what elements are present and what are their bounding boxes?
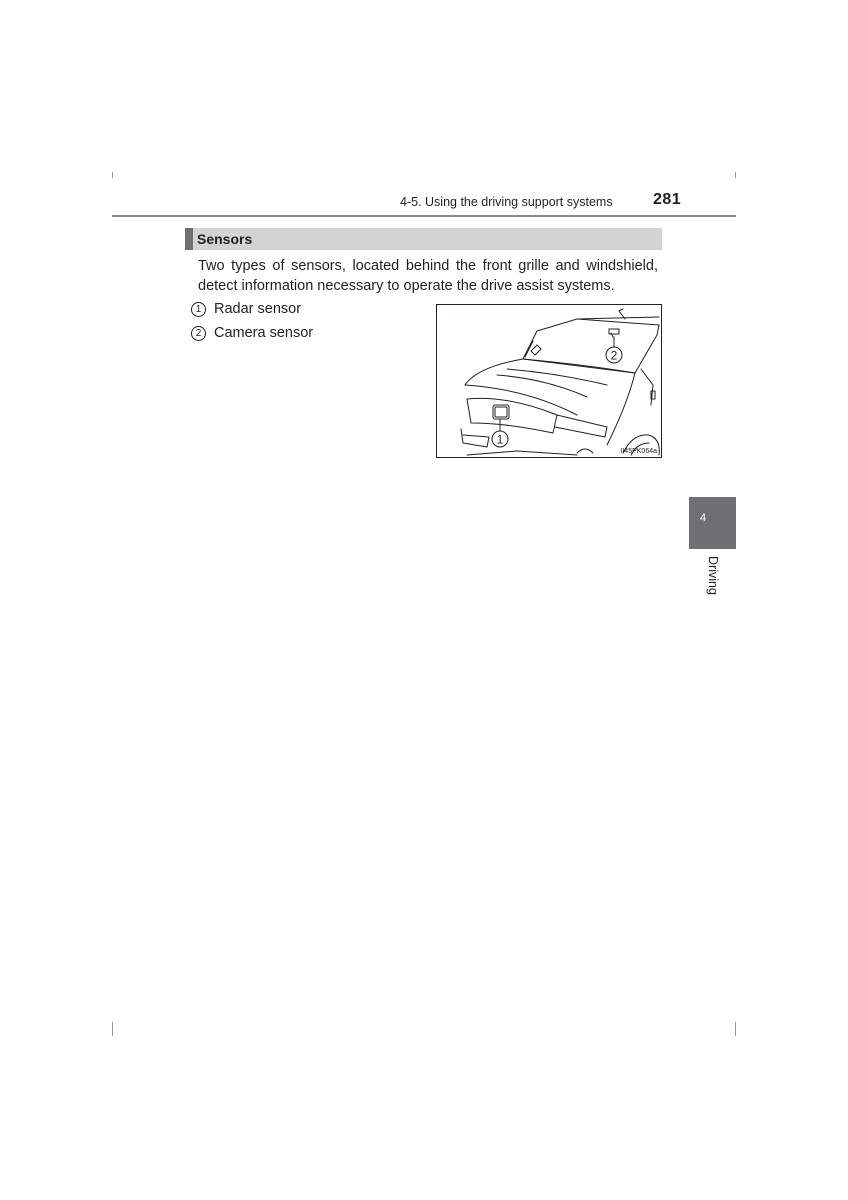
- bumper-lower: [467, 451, 577, 455]
- list-item-label: Radar sensor: [214, 301, 302, 317]
- list-item-radar-sensor: [191, 299, 301, 319]
- hood-crease-2: [507, 369, 607, 385]
- header-rule: [112, 215, 736, 217]
- roof-edge: [577, 319, 659, 325]
- list-item-label: Camera sensor: [214, 325, 314, 341]
- crop-mark-bottom-left: [112, 1022, 113, 1036]
- windshield-outline: [523, 325, 659, 373]
- section-title: Sensors: [197, 231, 253, 247]
- radar-sensor-inner: [495, 407, 507, 417]
- chapter-name: Driving: [706, 556, 720, 595]
- hood-left-edge: [465, 359, 523, 385]
- list-item-camera-sensor: [191, 323, 313, 343]
- crop-mark-top-left: [112, 172, 113, 178]
- callout-1-label: 1: [496, 432, 504, 447]
- license-plate: [461, 429, 489, 447]
- camera-sensor-box: [609, 329, 619, 334]
- section-heading-bar: [185, 228, 662, 250]
- crop-mark-top-right: [735, 172, 736, 178]
- section-heading-accent: [185, 228, 193, 250]
- fog-light: [577, 449, 593, 453]
- chapter-number: 4: [700, 512, 707, 524]
- body-side: [641, 369, 653, 405]
- vehicle-front-drawing: [437, 305, 662, 458]
- headlight: [555, 415, 607, 437]
- chapter-tab: [689, 497, 736, 549]
- crop-mark-bottom-right: [735, 1022, 736, 1036]
- callout-2-label: 2: [610, 348, 618, 363]
- hood-front-edge: [465, 385, 577, 415]
- circled-number-icon: 1: [191, 302, 206, 317]
- a-pillar: [525, 341, 533, 357]
- running-header: 4-5. Using the driving support systems: [400, 195, 613, 209]
- intro-paragraph: Two types of sensors, located behind the front grille and windshield, detect information necessary to operate the drive assist systems.: [198, 258, 658, 294]
- figure-code: II45PK064a: [620, 448, 657, 455]
- vehicle-sensor-illustration: [436, 304, 662, 458]
- front-grille: [467, 398, 557, 433]
- page-number: 281: [653, 191, 682, 208]
- side-mirror: [531, 345, 541, 355]
- hood-side-edge: [607, 373, 635, 445]
- circled-number-icon: 2: [191, 326, 206, 341]
